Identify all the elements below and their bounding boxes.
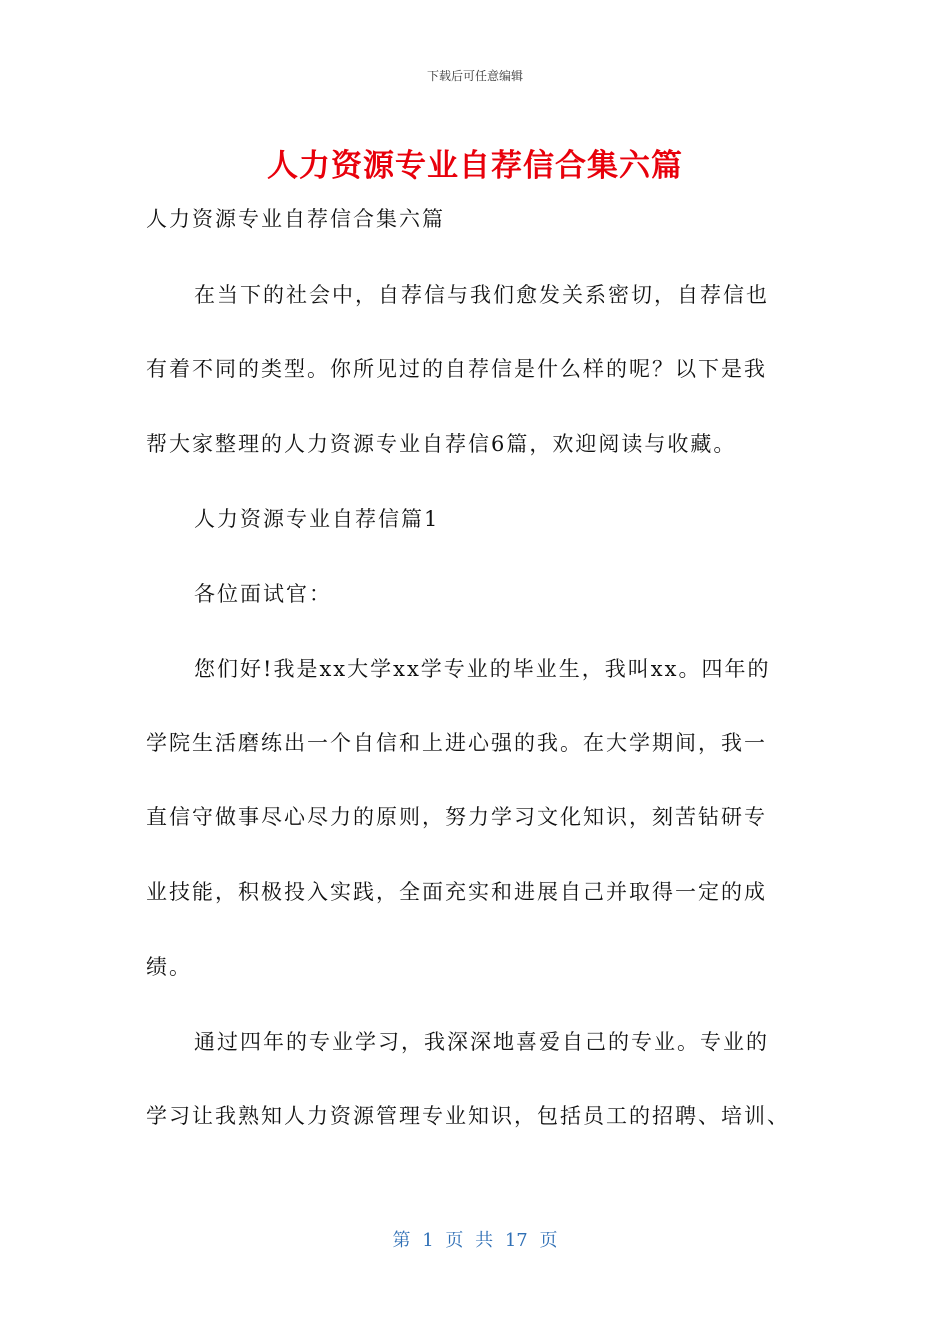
body-line: 人力资源专业自荐信合集六篇: [146, 207, 445, 231]
body-line: 学院生活磨练出一个自信和上进心强的我。在大学期间，我一: [146, 731, 767, 755]
body-line: 有着不同的类型。你所见过的自荐信是什么样的呢？以下是我: [146, 357, 767, 381]
body-line: 绩。: [146, 955, 192, 979]
body-line: 学习让我熟知人力资源管理专业知识，包括员工的招聘、培训、: [146, 1104, 790, 1128]
section-heading: 人力资源专业自荐信篇1: [194, 507, 440, 531]
salutation: 各位面试官：: [194, 582, 332, 606]
page-footer: 第 1 页 共 17 页: [392, 1230, 558, 1251]
body-line: 在当下的社会中，自荐信与我们愈发关系密切，自荐信也: [194, 283, 769, 307]
body-line: 通过四年的专业学习，我深深地喜爱自己的专业。专业的: [194, 1030, 769, 1054]
body-line: 您们好!我是xx大学xx学专业的毕业生，我叫xx。四年的: [194, 657, 771, 681]
body-line: 帮大家整理的人力资源专业自荐信6篇，欢迎阅读与收藏。: [146, 432, 737, 456]
header-note: 下载后可任意编辑: [426, 69, 523, 83]
document-title: 人力资源专业自荐信合集六篇: [267, 148, 683, 184]
body-line: 业技能，积极投入实践，全面充实和进展自己并取得一定的成: [146, 880, 767, 904]
body-line: 直信守做事尽心尽力的原则，努力学习文化知识，刻苦钻研专: [146, 805, 767, 829]
